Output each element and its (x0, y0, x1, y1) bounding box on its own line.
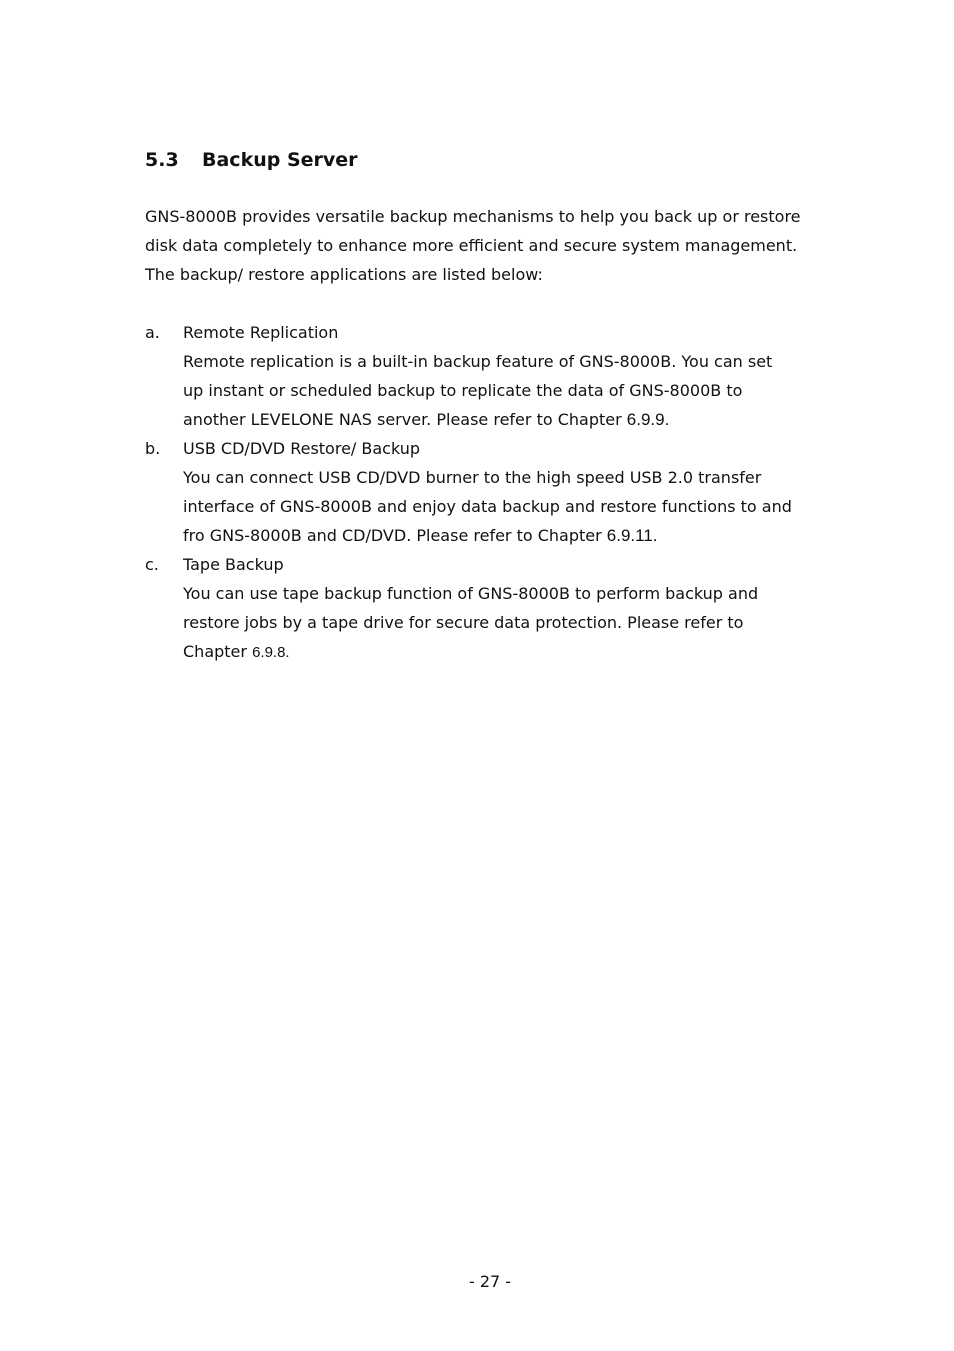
list-item-description (183, 463, 825, 550)
page-number: - 27 - (468, 1272, 512, 1291)
intro-line: GNS-8000B provides versatile backup mechanisms to help you back up or restore (145, 207, 801, 226)
description-line: You can use tape backup function of GNS-8000B to perform backup and (183, 584, 759, 603)
list-item-heading (145, 318, 825, 347)
chapter-reference: 6.9.9. (626, 410, 670, 429)
list-item-remote-replication (145, 318, 825, 434)
list-item-description (183, 347, 825, 434)
backup-application-list (145, 318, 825, 667)
chapter-reference: 6.9.11. (606, 526, 658, 545)
intro-paragraph (145, 202, 825, 289)
description-line: You can connect USB CD/DVD burner to the high speed USB 2.0 transfer (183, 468, 762, 487)
description-text: fro GNS-8000B and CD/DVD. Please refer to Chapter (183, 526, 607, 545)
description-line (183, 521, 825, 550)
list-marker: c. (145, 555, 159, 574)
list-marker: b. (145, 439, 161, 458)
list-item-heading (145, 434, 825, 463)
intro-line: disk data completely to enhance more efficient and secure system management. (145, 236, 798, 255)
description-text: another LEVELONE NAS server. Please refer to Chapter (183, 410, 627, 429)
description-line (183, 637, 825, 667)
list-item-title: Tape Backup (183, 555, 284, 574)
list-item-heading (145, 550, 825, 579)
section-title: Backup Server (202, 149, 358, 171)
section-number: 5.3 (145, 149, 179, 171)
description-line: restore jobs by a tape drive for secure data protection. Please refer to (183, 613, 744, 632)
description-line: Remote replication is a built-in backup feature of GNS-8000B. You can set (183, 352, 773, 371)
list-item-tape-backup (145, 550, 825, 667)
description-line (183, 405, 825, 434)
chapter-reference: 6.9.8. (252, 644, 290, 661)
section-heading (145, 147, 358, 173)
description-line: up instant or scheduled backup to replicate the data of GNS-8000B to (183, 381, 743, 400)
description-text: Chapter (183, 642, 253, 661)
list-item-title: Remote Replication (183, 323, 339, 342)
list-item-description (183, 579, 825, 667)
list-marker: a. (145, 323, 160, 342)
description-line: interface of GNS-8000B and enjoy data backup and restore functions to and (183, 497, 792, 516)
intro-line: The backup/ restore applications are listed below: (145, 265, 543, 284)
list-item-usb-cd-dvd (145, 434, 825, 550)
list-item-title: USB CD/DVD Restore/ Backup (183, 439, 421, 458)
